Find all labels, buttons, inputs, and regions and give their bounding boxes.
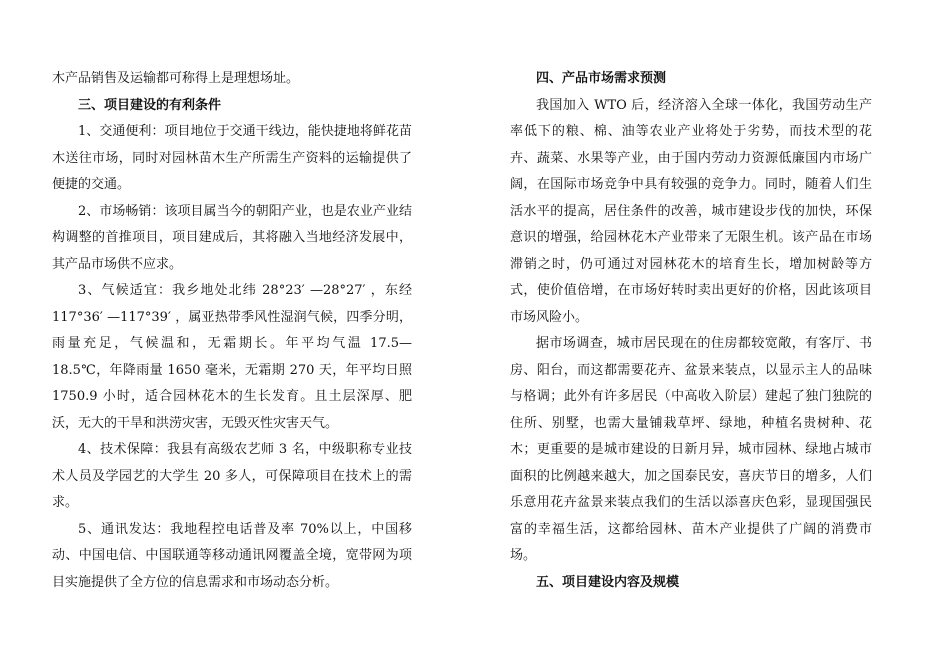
section-heading-4: 四、产品市场需求预测 (536, 71, 667, 86)
paragraph-transport: 1、交通便利：项目地位于交通干线边，能快捷地将鲜花苗木送往市场，同时对园林苗木生产所需生产资料的运输提供了便捷的交通。 (52, 124, 412, 192)
paragraph-climate: 3、气候适宜：我乡地处北纬 28°23′ —28°27′ ，东经 117°36′ —117°39′ ，属亚热带季风性湿润气候，四季分明，雨量充足，气候温和，无霜期长。年平均气温 17.5—18.5℃，年降雨量 1650 毫米，无霜期 270 天，年平均日照 1750.9 小时，适合园林花木的生长发育。且土层深厚、肥沃，无大的干旱和洪涝灾害，无毁灭性灾害天气。 (52, 283, 412, 431)
continuation-text: 木产品销售及运输都可称得上是理想场址。 (52, 71, 300, 86)
left-column (52, 66, 412, 596)
paragraph-technology: 4、技术保障：我县有高级农艺师 3 名，中级职称专业技术人员及学园艺的大学生 20 多人，可保障项目在技术上的需求。 (52, 442, 412, 510)
paragraph-survey: 据市场调查，城市居民现在的住房都较宽敞，有客厅、书房、阳台，而这都需要花卉、盆景来装点，以显示主人的品味与格调；此外有许多居民（中高收入阶层）建起了独门独院的住所、别墅，也需大量铺栽草坪、绿地，种植名贵树种、花木；更重要的是城市建设的日新月异，城市园林、绿地占城市面积的比例越来越大，加之国泰民安，喜庆节日的增多，人们乐意用花卉盆景来装点我们的生活以添喜庆色彩，显现国强民富的幸福生活，这都给园林、苗木产业提供了广阔的消费市场。 (510, 336, 872, 563)
section-heading-3: 三、项目建设的有利条件 (78, 97, 222, 113)
right-column (510, 66, 872, 596)
paragraph-market: 2、市场畅销：该项目属当今的朝阳产业，也是农业产业结构调整的首推项目，项目建成后，其将融入当地经济发展中，其产品市场供不应求。 (52, 203, 412, 272)
paragraph-wto: 我国加入 WTO 后，经济溶入全球一体化，我国劳动生产率低下的粮、棉、油等农业产业将处于劣势，而技术型的花卉、蔬菜、水果等产业，由于国内劳动力资源低廉国内市场广阔，在国际市场竞争中具有较强的竞争力。同时，随着人们生活水平的提高，居住条件的改善，城市建设步伐的加快，环保意识的增强，给园林花木产业带来了无限生机。该产品在市场滞销之时，仍可通过对园林花木的培育生长，增加树龄等方式，使价值倍增，在市场好转时卖出更好的价格，因此该项目市场风险小。 (510, 97, 872, 325)
section-heading-5: 五、项目建设内容及规模 (536, 574, 680, 590)
paragraph-communication: 5、通讯发达：我地程控电话普及率 70%以上，中国移动、中国电信、中国联通等移动通讯网覆盖全境，宽带网为项目实施提供了全方位的信息需求和市场动态分析。 (52, 521, 412, 590)
